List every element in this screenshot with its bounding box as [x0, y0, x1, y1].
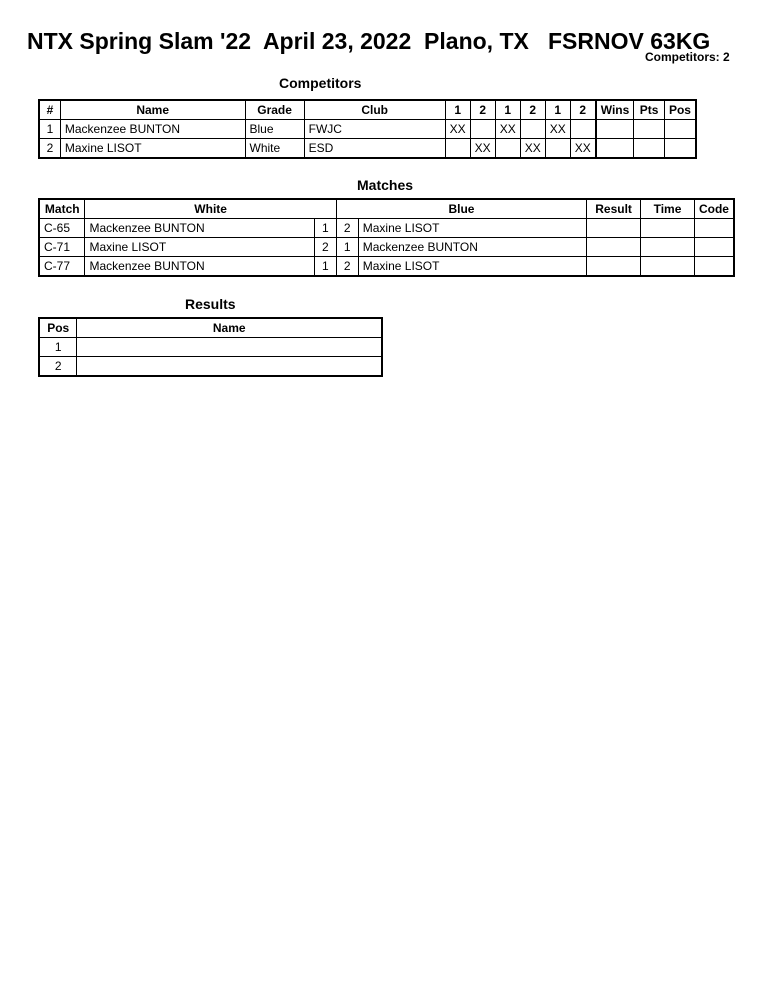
col-white: White	[85, 199, 336, 219]
competitor-name: Mackenzee BUNTON	[60, 120, 245, 139]
col-pos: Pos	[664, 100, 696, 120]
competitors-count: Competitors: 2	[645, 50, 730, 64]
round-cell: XX	[495, 120, 520, 139]
round-cell	[495, 139, 520, 159]
blue-competitor: Maxine LISOT	[358, 219, 586, 238]
col-club: Club	[304, 100, 445, 120]
blue-competitor: Maxine LISOT	[358, 257, 586, 277]
blue-num: 1	[336, 238, 358, 257]
round-cell	[520, 120, 545, 139]
col-pos: Pos	[39, 318, 77, 338]
time-cell	[641, 219, 695, 238]
competitor-num: 2	[39, 139, 60, 159]
result-cell	[587, 257, 641, 277]
col-grade: Grade	[245, 100, 304, 120]
result-pos: 1	[39, 338, 77, 357]
results-header-row	[39, 318, 382, 338]
result-name	[77, 357, 382, 377]
time-cell	[641, 238, 695, 257]
col-name: Name	[77, 318, 382, 338]
col-round: 1	[545, 100, 570, 120]
competitor-club: ESD	[304, 139, 445, 159]
result-pos: 2	[39, 357, 77, 377]
round-cell	[570, 120, 596, 139]
round-cell: XX	[545, 120, 570, 139]
results-table	[38, 317, 383, 377]
table-row	[39, 257, 734, 277]
table-row	[39, 338, 382, 357]
wins-cell	[596, 120, 634, 139]
col-round: 1	[445, 100, 470, 120]
table-row	[39, 120, 696, 139]
competitors-header-row	[39, 100, 696, 120]
col-match: Match	[39, 199, 85, 219]
match-id: C-77	[39, 257, 85, 277]
competitor-name: Maxine LISOT	[60, 139, 245, 159]
match-id: C-65	[39, 219, 85, 238]
pts-cell	[634, 139, 665, 159]
col-code: Code	[694, 199, 734, 219]
wins-cell	[596, 139, 634, 159]
col-wins: Wins	[596, 100, 634, 120]
round-cell: XX	[520, 139, 545, 159]
round-cell	[545, 139, 570, 159]
white-competitor: Mackenzee BUNTON	[85, 257, 314, 277]
blue-num: 2	[336, 257, 358, 277]
competitor-num: 1	[39, 120, 60, 139]
white-num: 2	[314, 238, 336, 257]
results-heading: Results	[185, 296, 236, 312]
table-row	[39, 139, 696, 159]
table-row	[39, 357, 382, 377]
col-round: 2	[570, 100, 596, 120]
matches-table	[38, 198, 735, 277]
col-time: Time	[641, 199, 695, 219]
result-name	[77, 338, 382, 357]
white-num: 1	[314, 219, 336, 238]
table-row	[39, 219, 734, 238]
competitors-table	[38, 99, 697, 159]
col-num: #	[39, 100, 60, 120]
competitor-club: FWJC	[304, 120, 445, 139]
code-cell	[694, 219, 734, 238]
col-name: Name	[60, 100, 245, 120]
round-cell	[470, 120, 495, 139]
col-round: 1	[495, 100, 520, 120]
white-competitor: Maxine LISOT	[85, 238, 314, 257]
pts-cell	[634, 120, 665, 139]
code-cell	[694, 238, 734, 257]
competitor-grade: Blue	[245, 120, 304, 139]
col-result: Result	[587, 199, 641, 219]
result-cell	[587, 238, 641, 257]
matches-header-row	[39, 199, 734, 219]
white-competitor: Mackenzee BUNTON	[85, 219, 314, 238]
matches-heading: Matches	[357, 177, 414, 193]
round-cell	[445, 139, 470, 159]
competitors-heading: Competitors	[279, 75, 362, 91]
match-id: C-71	[39, 238, 85, 257]
event-title: NTX Spring Slam '22 April 23, 2022 Plano, TX FSRNOV 63KG	[27, 28, 711, 54]
result-cell	[587, 219, 641, 238]
col-pts: Pts	[634, 100, 665, 120]
code-cell	[694, 257, 734, 277]
col-blue: Blue	[336, 199, 586, 219]
pos-cell	[664, 120, 696, 139]
round-cell: XX	[445, 120, 470, 139]
time-cell	[641, 257, 695, 277]
col-round: 2	[470, 100, 495, 120]
white-num: 1	[314, 257, 336, 277]
col-round: 2	[520, 100, 545, 120]
round-cell: XX	[470, 139, 495, 159]
competitor-grade: White	[245, 139, 304, 159]
blue-competitor: Mackenzee BUNTON	[358, 238, 586, 257]
pos-cell	[664, 139, 696, 159]
round-cell: XX	[570, 139, 596, 159]
blue-num: 2	[336, 219, 358, 238]
table-row	[39, 238, 734, 257]
